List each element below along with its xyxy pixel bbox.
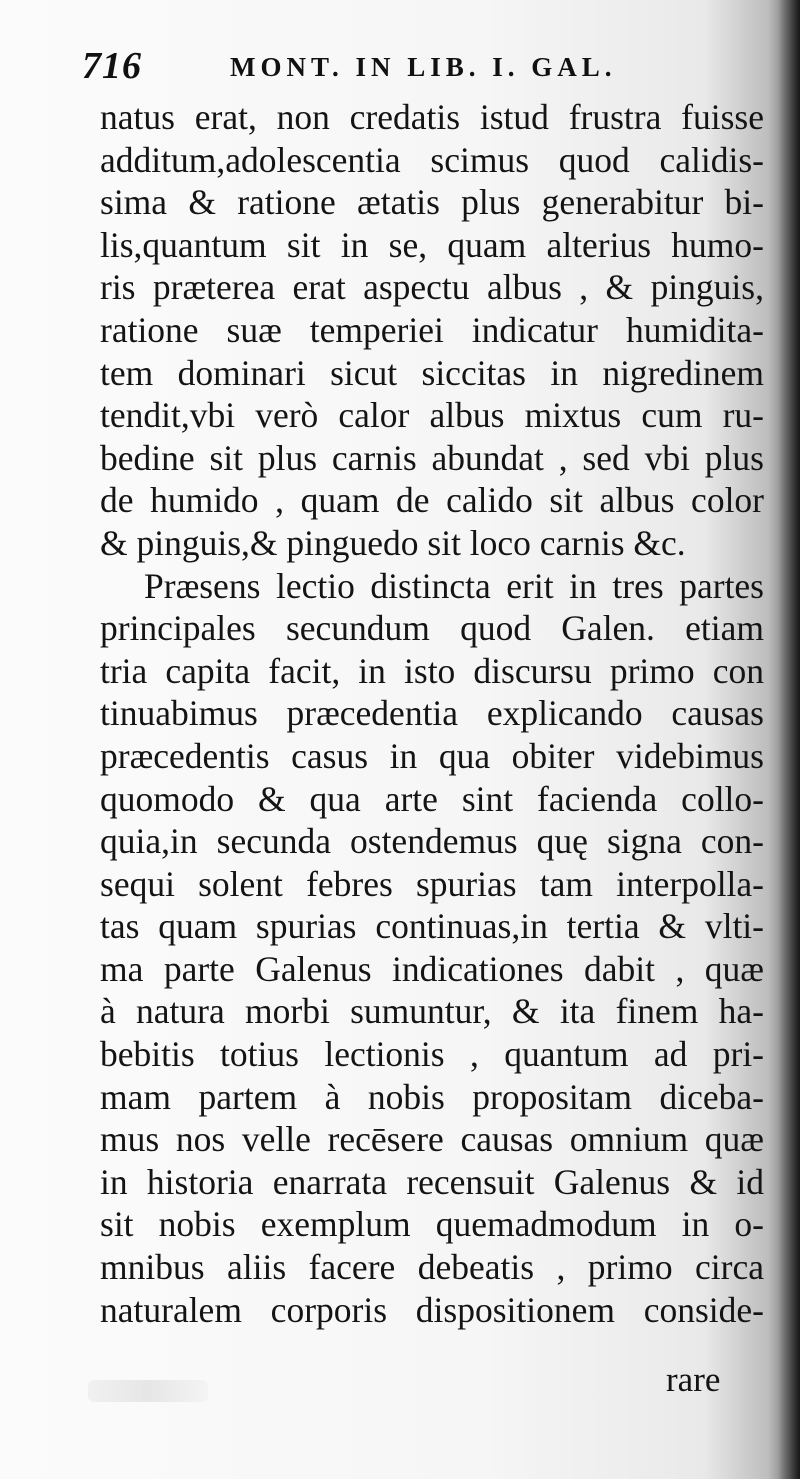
text-line: quia,in secunda ostendemus quę signa con- xyxy=(100,821,764,862)
text-line: bedine sit plus carnis abundat , sed vbi plus xyxy=(100,437,764,478)
paragraph-start-line: Præsens lectio distincta erit in tres partes xyxy=(144,565,764,606)
text-line: præcedentis casus in qua obiter videbimus xyxy=(100,735,764,776)
page-number: 716 xyxy=(82,45,142,87)
text-line: ris præterea erat aspectu albus , & pinguis, xyxy=(100,267,764,308)
book-spine-shadow xyxy=(778,0,800,1479)
show-through-smudge xyxy=(88,1380,208,1402)
text-line: ma parte Galenus indicationes dabit , quæ xyxy=(100,948,764,989)
text-line: quomodo & qua arte sint facienda collo- xyxy=(100,778,764,819)
text-line: ratione suæ temperiei indicatur humidita- xyxy=(100,309,764,350)
text-line: tem dominari sicut siccitas in nigredinem xyxy=(100,352,764,393)
text-line: sit nobis exemplum quemadmodum in o- xyxy=(100,1204,764,1245)
text-line: in historia enarrata recensuit Galenus & id xyxy=(100,1161,764,1202)
text-line: tas quam spurias continuas,in tertia & vlti- xyxy=(100,906,764,947)
text-line: sequi solent febres spurias tam interpolla- xyxy=(100,863,764,904)
page-header xyxy=(82,44,762,94)
text-line: principales secundum quod Galen. etiam xyxy=(100,608,764,649)
text-line: de humido , quam de calido sit albus color xyxy=(100,480,764,521)
body-text xyxy=(100,96,764,1331)
text-line: sima & ratione ætatis plus generabitur bi- xyxy=(100,182,764,223)
text-line: mnibus aliis facere debeatis , primo circa xyxy=(100,1247,764,1288)
text-line: mam partem à nobis propositam diceba- xyxy=(100,1076,764,1117)
text-line: tria capita facit, in isto discursu primo con xyxy=(100,650,764,691)
text-line: lis,quantum sit in se, quam alterius humo- xyxy=(100,224,764,265)
text-line: mus nos velle recēsere causas omnium quæ xyxy=(100,1119,764,1160)
text-line: à natura morbi sumuntur, & ita finem ha- xyxy=(100,991,764,1032)
text-line: natus erat, non credatis istud frustra fuisse xyxy=(100,97,764,137)
running-head: MONT. IN LIB. I. GAL. xyxy=(230,52,617,82)
text-line: naturalem corporis dispositionem conside- xyxy=(100,1289,764,1330)
text-line: tinuabimus præcedentia explicando causas xyxy=(100,693,764,734)
text-line: tendit,vbi verò calor albus mixtus cum ru- xyxy=(100,395,764,436)
text-line: additum,adolescentia scimus quod calidis- xyxy=(100,139,764,180)
catchword: rare xyxy=(666,1360,721,1399)
text-line: bebitis totius lectionis , quantum ad pri- xyxy=(100,1034,764,1075)
text-line: & pinguis,& pinguedo sit loco carnis &c. xyxy=(100,522,686,563)
